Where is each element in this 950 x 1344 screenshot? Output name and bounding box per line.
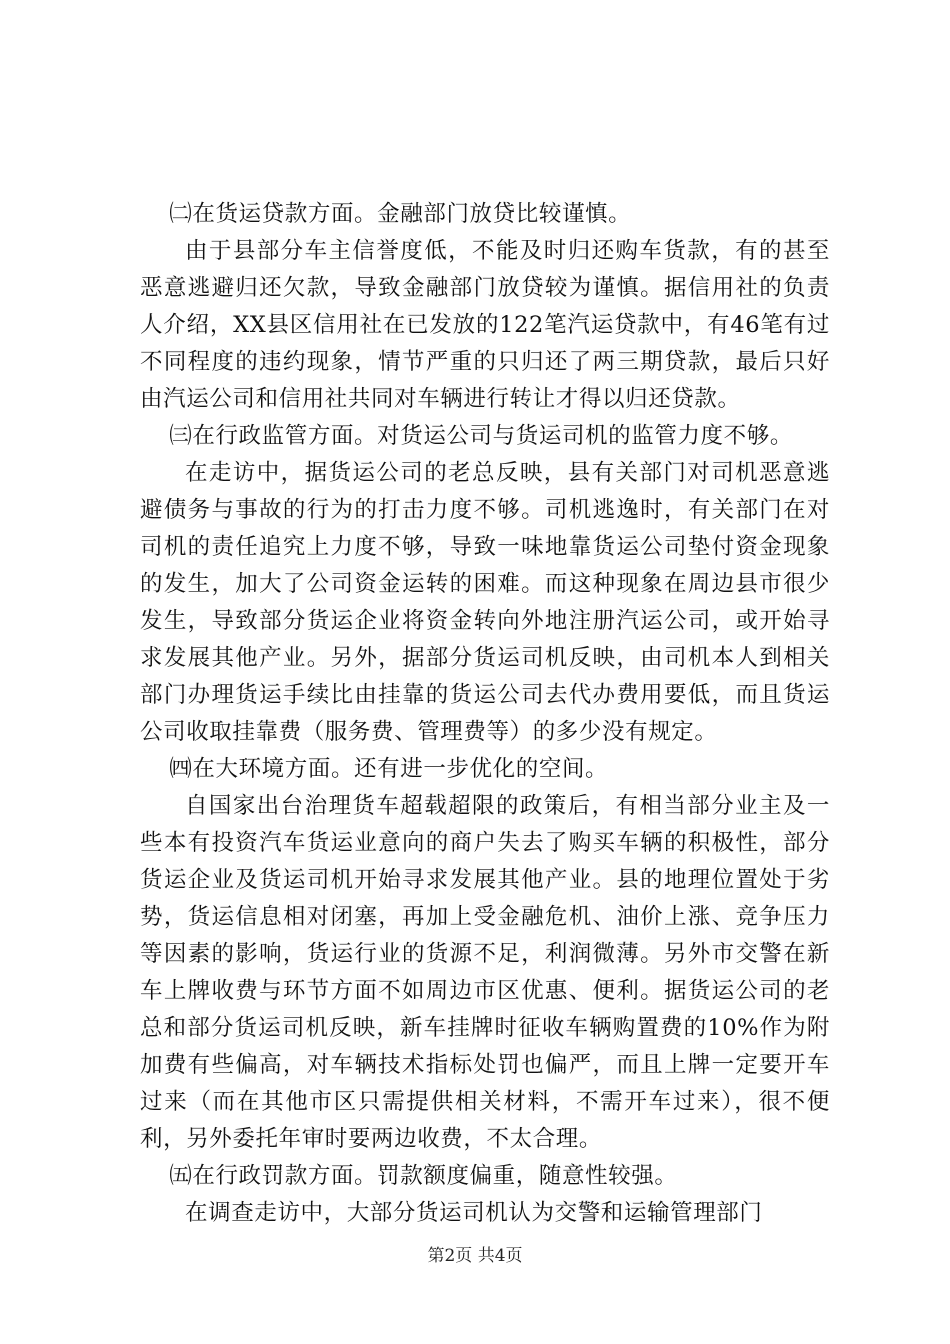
section-heading-5: ㈤在行政罚款方面。罚款额度偏重，随意性较强。 [169, 1163, 678, 1189]
section-heading-3: ㈢在行政监管方面。对货运公司与货运司机的监管力度不够。 [169, 423, 793, 449]
body-paragraph: 由于县部分车主信誉度低，不能及时归还购车货款，有的甚至恶意逃避归还欠款，导致金融部门放贷较为谨慎。据信用社的负责人介绍，XX县区信用社在已发放的122笔汽运贷款中，有46笔有过不同程度的违约现象，情节严重的只归还了两三期贷款，最后只好由汽运公司和信用社共同对车辆进行转让才得以归还贷款。 [140, 238, 830, 412]
body-paragraph: 在调查走访中，大部分货运司机认为交警和运输管理部门 [185, 1200, 763, 1226]
section-heading-4: ㈣在大环境方面。还有进一步优化的空间。 [169, 756, 609, 782]
body-paragraph: 在走访中，据货运公司的老总反映，县有关部门对司机恶意逃避债务与事故的行为的打击力度不够。司机逃逸时，有关部门在对司机的责任追究上力度不够，导致一味地靠货运公司垫付资金现象的发生，加大了公司资金运转的困难。而这种现象在周边县市很少发生，导致部分货运企业将资金转向外地注册汽运公司，或开始寻求发展其他产业。另外，据部分货运司机反映，由司机本人到相关部门办理货运手续比由挂靠的货运公司去代办费用要低，而且货运公司收取挂靠费（服务费、管理费等）的多少没有规定。 [140, 460, 830, 745]
document-body [140, 196, 830, 1232]
page-footer: 第2页 共4页 [427, 1246, 523, 1266]
body-paragraph: 自国家出台治理货车超载超限的政策后，有相当部分业主及一些本有投资汽车货运业意向的商户失去了购买车辆的积极性，部分货运企业及货运司机开始寻求发展其他产业。县的地理位置处于劣势，货运信息相对闭塞，再加上受金融危机、油价上涨、竞争压力等因素的影响，货运行业的货源不足，利润微薄。另外市交警在新车上牌收费与环节方面不如周边市区优惠、便利。据货运公司的老总和部分货运司机反映，新车挂牌时征收车辆购置费的10%作为附加费有些偏高，对车辆技术指标处罚也偏严，而且上牌一定要开车过来（而在其他市区只需提供相关材料，不需开车过来），很不便利，另外委托年审时要两边收费，不太合理。 [140, 793, 830, 1152]
section-heading-2: ㈡在货运贷款方面。金融部门放贷比较谨慎。 [169, 201, 632, 227]
